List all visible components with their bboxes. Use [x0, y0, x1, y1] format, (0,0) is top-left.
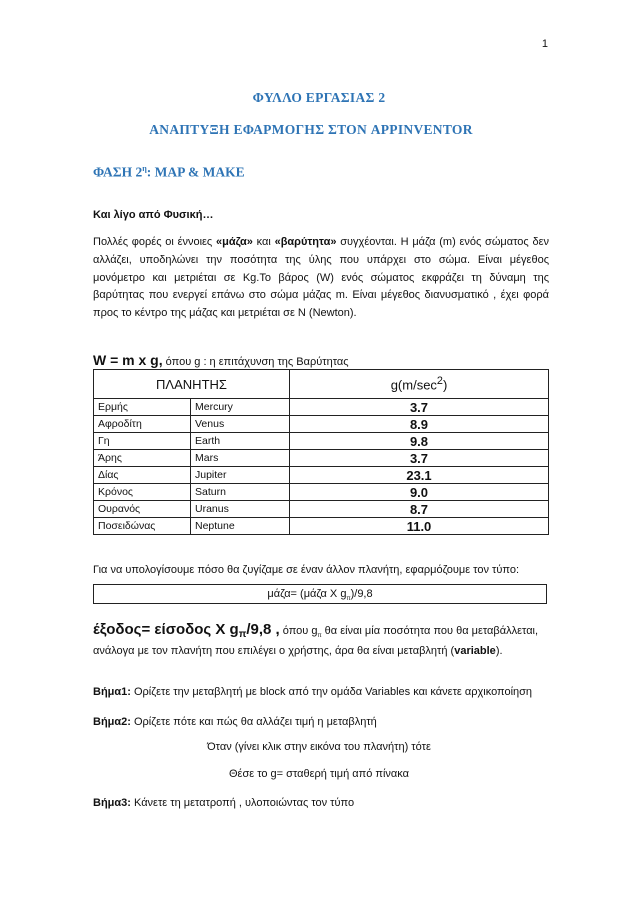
mass-formula-main: μάζα= (μάζα X g — [267, 588, 347, 600]
planet-english: Saturn — [191, 484, 290, 501]
output-formula-end: /9,8 , — [246, 621, 280, 638]
planet-english: Venus — [191, 416, 290, 433]
planet-gravity: 23.1 — [290, 467, 549, 484]
step-1-text: Ορίζετε την μεταβλητή με block από την ομάδα Variables και κάνετε αρχικοποίηση — [130, 686, 533, 698]
planet-english: Mars — [191, 450, 290, 467]
mass-formula-end: )/9,8 — [350, 588, 373, 600]
planet-greek: Άρης — [94, 450, 191, 467]
step-3 — [93, 795, 549, 813]
mass-formula-sub: π — [346, 596, 351, 603]
planet-english: Uranus — [191, 501, 290, 518]
planet-english: Mercury — [191, 399, 290, 416]
header-g-end: ) — [442, 377, 448, 393]
phase-heading — [93, 164, 245, 181]
phase-prefix: ΦΑΣΗ 2 — [93, 164, 143, 180]
planet-greek: Αφροδίτη — [94, 416, 191, 433]
table-row — [94, 416, 549, 433]
worksheet-title: ΦΥΛΛΟ ΕΡΓΑΣΙΑΣ 2 — [252, 90, 386, 105]
paragraph-part1: Πολλές φορές οι έννοιες — [93, 236, 216, 248]
physics-intro: Και λίγο από Φυσική… — [93, 209, 214, 221]
planet-english: Jupiter — [191, 467, 290, 484]
paragraph-part3: συγχέονται. Η μάζα (m) ενός σώματος δεν αλλάζει, υποδηλώνει την ποσότητα της ύλης που υπάρχει στο σώμα. Είναι μέγεθος μονόμετρο και μετριέται σε Kg.Το βάρος (W) ενός σώματος εκφράζει τη δύναμη της βαρύτητας που ενεργεί επάνω στο σώμα μάζας m. Είναι μέγεθος διανυσματικό , έχει φορά προς το κέντρο της μάζας και μετριέται σε Ν (Newton). — [93, 236, 549, 320]
weight-formula-note: όπου g : η επιτάχυνση της Βαρύτητας — [162, 356, 349, 368]
planet-gravity: 8.7 — [290, 501, 549, 518]
weight-formula-main: W = m x g, — [93, 352, 163, 368]
phase-sup: η — [142, 164, 147, 173]
planet-greek: Ουρανός — [94, 501, 191, 518]
paragraph-part2: και — [252, 236, 275, 248]
planet-greek: Ερμής — [94, 399, 191, 416]
table-row — [94, 450, 549, 467]
table-row — [94, 518, 549, 535]
header-g-text: g(m/sec — [390, 377, 437, 393]
page-number: 1 — [541, 38, 548, 50]
planet-gravity: 9.8 — [290, 433, 549, 450]
table-row — [94, 484, 549, 501]
planet-gravity: 3.7 — [290, 450, 549, 467]
worksheet-subtitle: ΑΝΑΠΤΥΞΗ ΕΦΑΡΜΟΓΗΣ ΣΤΟΝ APPINVENTOR — [149, 122, 473, 137]
header-gravity — [290, 370, 549, 399]
step-3-text: Κάνετε τη μετατροπή , υλοποιώντας τον τύπο — [130, 797, 355, 809]
output-formula-sub: π — [238, 629, 247, 641]
calculation-intro: Για να υπολογίσουμε πόσο θα ζυγίζαμε σε έναν άλλον πλανήτη, εφαρμόζουμε τον τύπο: — [93, 564, 520, 576]
phase-suffix: : MAP & MAKE — [146, 164, 245, 180]
step-2-text: Ορίζετε πότε και πώς θα αλλάζει τιμή η μεταβλητή — [130, 716, 377, 728]
planet-greek: Δίας — [94, 467, 191, 484]
mass-formula-box — [93, 584, 547, 604]
output-note-sub: π — [317, 633, 322, 640]
output-note-b: θα είναι μία ποσότητα που θα μεταβάλλεται, ανάλογα με τον πλανήτη που επιλέγει ο χρήστης, άρα θα είναι μεταβλητή ( — [93, 625, 539, 658]
output-formula — [93, 618, 549, 661]
planet-gravity: 8.9 — [290, 416, 549, 433]
header-g-sup: 2 — [436, 375, 443, 388]
table-row — [94, 501, 549, 518]
set-g-line: Θέσε το g= σταθερή τιμή από πίνακα — [228, 768, 409, 780]
planet-greek: Ποσειδώνας — [94, 518, 191, 535]
output-formula-main: έξοδος= είσοδος X g — [93, 621, 239, 638]
step-2-label: Βήμα2: — [93, 716, 131, 728]
planet-gravity: 11.0 — [290, 518, 549, 535]
physics-paragraph — [93, 234, 549, 323]
weight-word: «βαρύτητα» — [274, 236, 337, 248]
planet-greek: Γη — [94, 433, 191, 450]
planet-gravity: 9.0 — [290, 484, 549, 501]
table-header-row — [94, 370, 549, 399]
header-planet: ΠΛΑΝΗΤΗΣ — [94, 370, 290, 399]
planet-gravity: 3.7 — [290, 399, 549, 416]
planets-table — [93, 369, 549, 535]
planet-english: Neptune — [191, 518, 290, 535]
step-1 — [93, 684, 549, 702]
table-row — [94, 433, 549, 450]
when-clicked-line: Όταν (γίνει κλικ στην εικόνα του πλανήτη) τότε — [207, 741, 431, 753]
table-row — [94, 399, 549, 416]
output-note-c: ). — [495, 645, 503, 658]
mass-word: «μάζα» — [215, 236, 253, 248]
step-3-label: Βήμα3: — [93, 797, 131, 809]
table-row — [94, 467, 549, 484]
step-1-label: Βήμα1: — [93, 686, 131, 698]
step-2 — [93, 714, 549, 732]
variable-word: variable — [454, 645, 496, 658]
planet-greek: Κρόνος — [94, 484, 191, 501]
planet-english: Earth — [191, 433, 290, 450]
output-note-a: όπου g — [279, 625, 318, 637]
